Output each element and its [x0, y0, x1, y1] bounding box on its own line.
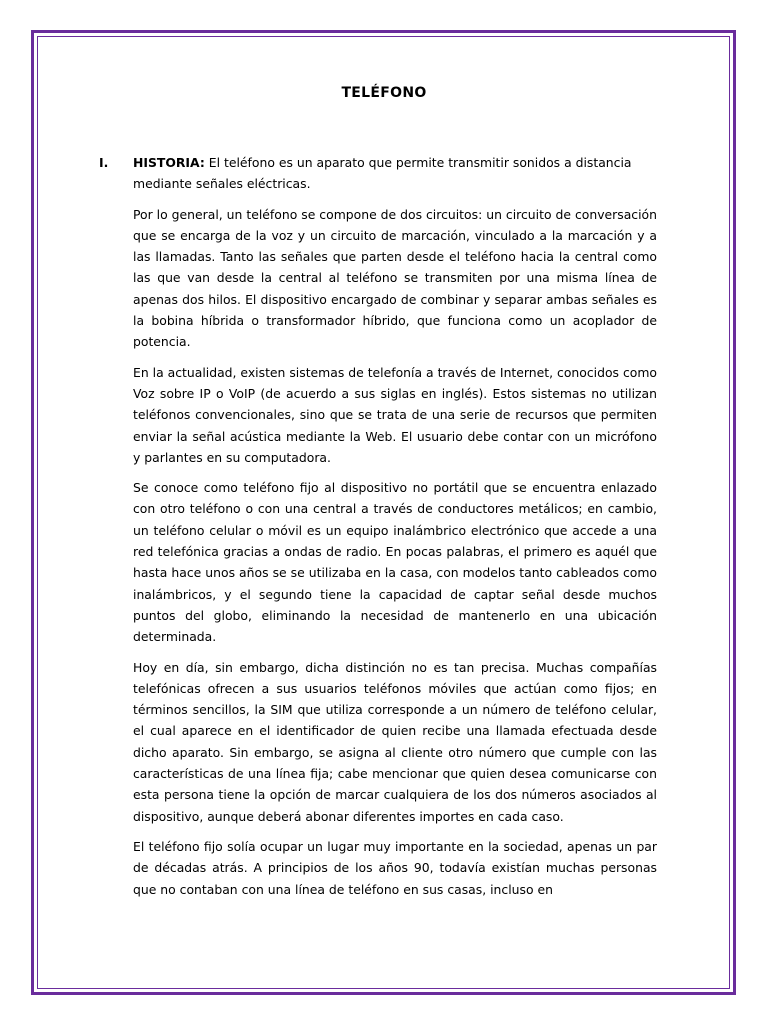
body-paragraph: El teléfono fijo solía ocupar un lugar muy importante en la sociedad, apenas un par de décadas atrás. A principios de los años 90, todavía existían muchas personas que no contaban con una línea de teléfono en sus casas, incluso en [133, 838, 657, 897]
body-paragraph: Hoy en día, sin embargo, dicha distinción no es tan precisa. Muchas compañías telefónicas ofrecen a sus usuarios teléfonos móviles que actúan como fijos; en términos sencillos, la SIM que utiliza corresponde a un número de teléfono celular, el cual aparece en el identificador de quien recibe una llamada efectuada desde dicho aparato. Sin embargo, se asigna al cliente otro número que cumple con las características de una línea fija; cabe mencionar que quien desea comunicarse con esta persona tiene la opción de marcar cualquiera de los dos números asociados al dispositivo, aunque deberá abonar diferentes importes en cada caso. [133, 659, 657, 824]
section-heading: HISTORIA: [133, 155, 205, 170]
section-intro-paragraph [133, 152, 657, 195]
body-paragraph: Por lo general, un teléfono se compone de dos circuitos: un circuito de conversación que se encarga de la voz y un circuito de marcación, vinculado a la marcación y a las llamadas. Tanto las señales que parten desde el teléfono hacia la central como las que van desde la central al teléfono se transmiten por una misma línea de apenas dos hilos. El dispositivo encargado de combinar y separar ambas señales es la bobina híbrida o transformador híbrido, que funciona como un acoplador de potencia. [133, 206, 657, 350]
body-paragraph: En la actualidad, existen sistemas de telefonía a través de Internet, conocidos como Voz sobre IP o VoIP (de acuerdo a sus siglas en inglés). Estos sistemas no utilizan teléfonos convencionales, sino que se trata de una serie de recursos que permiten enviar la señal acústica mediante la Web. El usuario debe contar con un micrófono y parlantes en su computadora. [133, 364, 657, 465]
section-intro-text: El teléfono es un aparato que permite transmitir sonidos a distancia mediante señales eléctricas. [133, 155, 632, 192]
document-title: TELÉFONO [341, 85, 427, 101]
document-body [133, 152, 657, 909]
body-paragraph: Se conoce como teléfono fijo al dispositivo no portátil que se encuentra enlazado con otro teléfono o con una central a través de conductores metálicos; en cambio, un teléfono celular o móvil es un equipo inalámbrico electrónico que accede a una red telefónica gracias a ondas de radio. En pocas palabras, el primero es aquél que hasta hace unos años se se utilizaba en la casa, con modelos tanto cableados como inalámbricos, y el segundo tiene la capacidad de captar señal desde muchos puntos del globo, eliminando la necesidad de mantenerlo en una ubicación determinada. [133, 480, 657, 645]
section-number: I. [99, 155, 109, 170]
